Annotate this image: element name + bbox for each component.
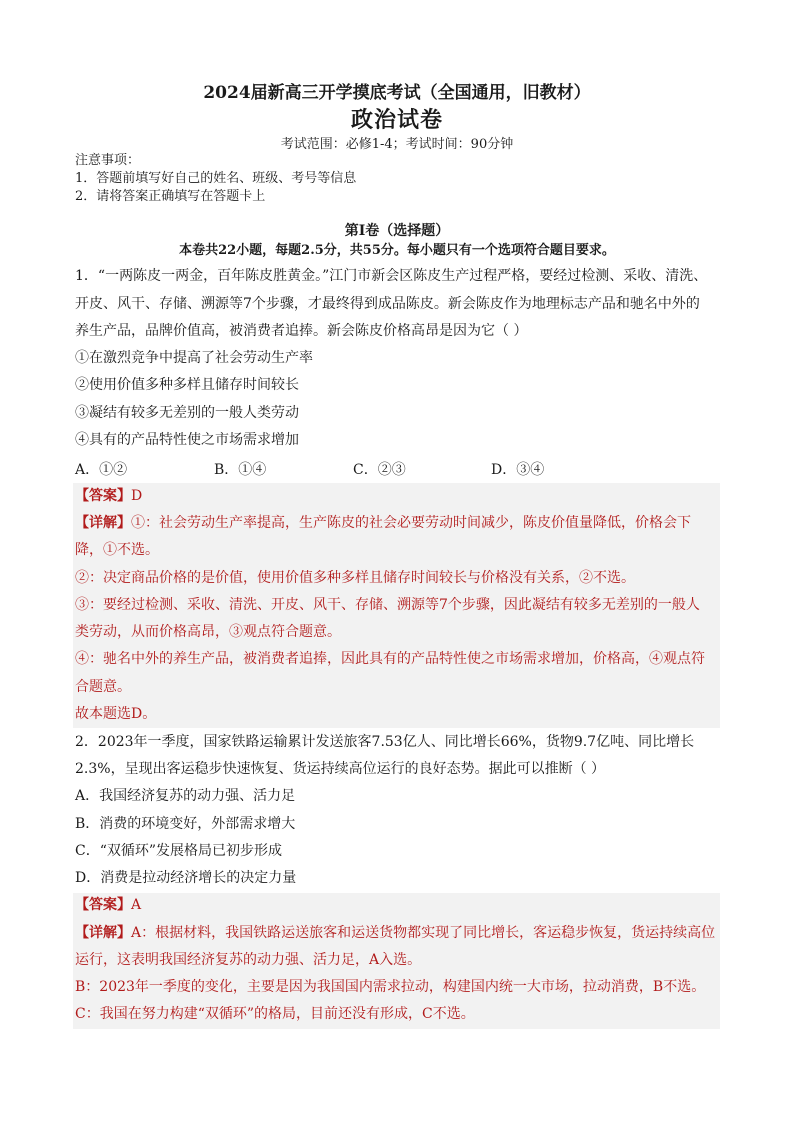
section-title: 第Ⅰ卷（选择题） [344, 223, 450, 239]
statement-3: ③凝结有较多无差别的一般人类劳动 [75, 405, 299, 421]
option-a: A．我国经济复苏的动力强、活力足 [75, 788, 296, 804]
statement-1: ①在激烈竞争中提高了社会劳动生产率 [75, 350, 313, 366]
answer-value: D [131, 488, 143, 504]
question-1-text: 开皮、风干、存储、溯源等7个步骤，才最终得到成品陈皮。新会陈皮作为地理标志产品和驰名中外的 [75, 296, 700, 312]
question-1-text: 养生产品，品牌价值高，被消费者追捧。新会陈皮价格高昂是因为它（ ） [75, 323, 528, 339]
detail-text: C：我国在努力构建“双循环”的格局，目前还没有形成，C不选。 [75, 1006, 475, 1022]
exam-title: 2024届新高三开学摸底考试（全国通用，旧教材） [203, 83, 591, 103]
exam-subject: 政治试卷 [350, 107, 443, 133]
notice-item: 1．答题前填写好自己的姓名、班级、考号等信息 [75, 171, 357, 186]
detail-1 [75, 514, 725, 532]
answer-2 [75, 896, 725, 914]
question-2-text: 2.3%，呈现出客运稳步快速恢复、货运持续高位运行的良好态势。据此可以推断（ ） [75, 761, 606, 777]
answer-tag: 【答案】 [75, 488, 131, 504]
detail-text: ③：要经过检测、采收、清洗、开皮、风干、存储、溯源等7个步骤，因此凝结有较多无差别的一般人 [75, 597, 700, 613]
statement-4: ④具有的产品特性使之市场需求增加 [75, 432, 299, 448]
detail-text: 合题意。 [75, 679, 131, 695]
question-2-text: 2．2023年一季度，国家铁路运输累计发送旅客7.53亿人、同比增长66%，货物9.7亿吨、同比增长 [75, 734, 695, 750]
detail-text: 运行，这表明我国经济复苏的动力强、活力足，A入选。 [75, 952, 422, 968]
detail-tag: 【详解】 [75, 515, 131, 531]
option-b: B．消费的环境变好，外部需求增大 [75, 816, 296, 832]
detail-text: ④：驰名中外的养生产品，被消费者追捧，因此具有的产品特性使之市场需求增加，价格高，④观点符 [75, 651, 705, 667]
section-instruction: 本卷共22小题，每题2.5分，共55分。每小题只有一个选项符合题目要求。 [179, 243, 615, 258]
detail-text: A：根据材料，我国铁路运送旅客和运送货物都实现了同比增长，客运稳步恢复，货运持续高位 [131, 925, 716, 941]
detail-text: B：2023年一季度的变化，主要是因为我国国内需求拉动，构建国内统一大市场，拉动消费，B不选。 [75, 979, 706, 995]
notice-heading: 注意事项： [75, 153, 141, 168]
statement-2: ②使用价值多种多样且储存时间较长 [75, 377, 299, 393]
option-c: C．“双循环”发展格局已初步形成 [75, 843, 283, 859]
option-b: B．①④ [214, 462, 267, 478]
detail-text: 故本题选D。 [75, 706, 157, 722]
detail-2 [75, 924, 725, 942]
option-d: D．③④ [491, 462, 545, 478]
exam-scope: 考试范围：必修1-4；考试时间：90分钟 [280, 137, 514, 152]
answer-1 [75, 487, 725, 505]
answer-value: A [131, 897, 142, 913]
question-1-options [75, 459, 675, 479]
option-c: C．②③ [353, 462, 406, 478]
question-1-text: 1．“一两陈皮一两金，百年陈皮胜黄金。”江门市新会区陈皮生产过程严格，要经过检测、采收、清洗、 [75, 268, 708, 284]
option-a: A．①② [75, 462, 128, 478]
detail-text: 降，①不选。 [75, 542, 159, 558]
answer-tag: 【答案】 [75, 897, 131, 913]
detail-text: ②：决定商品价格的是价值，使用价值多种多样且储存时间较长与价格没有关系，②不选。 [75, 570, 635, 586]
detail-text: ①：社会劳动生产率提高，生产陈皮的社会必要劳动时间减少，陈皮价值量降低，价格会下 [131, 515, 691, 531]
detail-text: 类劳动，从而价格高昂，③观点符合题意。 [75, 624, 341, 640]
notice-item: 2．请将答案正确填写在答题卡上 [75, 189, 266, 204]
option-d: D．消费是拉动经济增长的决定力量 [75, 870, 297, 886]
detail-tag: 【详解】 [75, 925, 131, 941]
